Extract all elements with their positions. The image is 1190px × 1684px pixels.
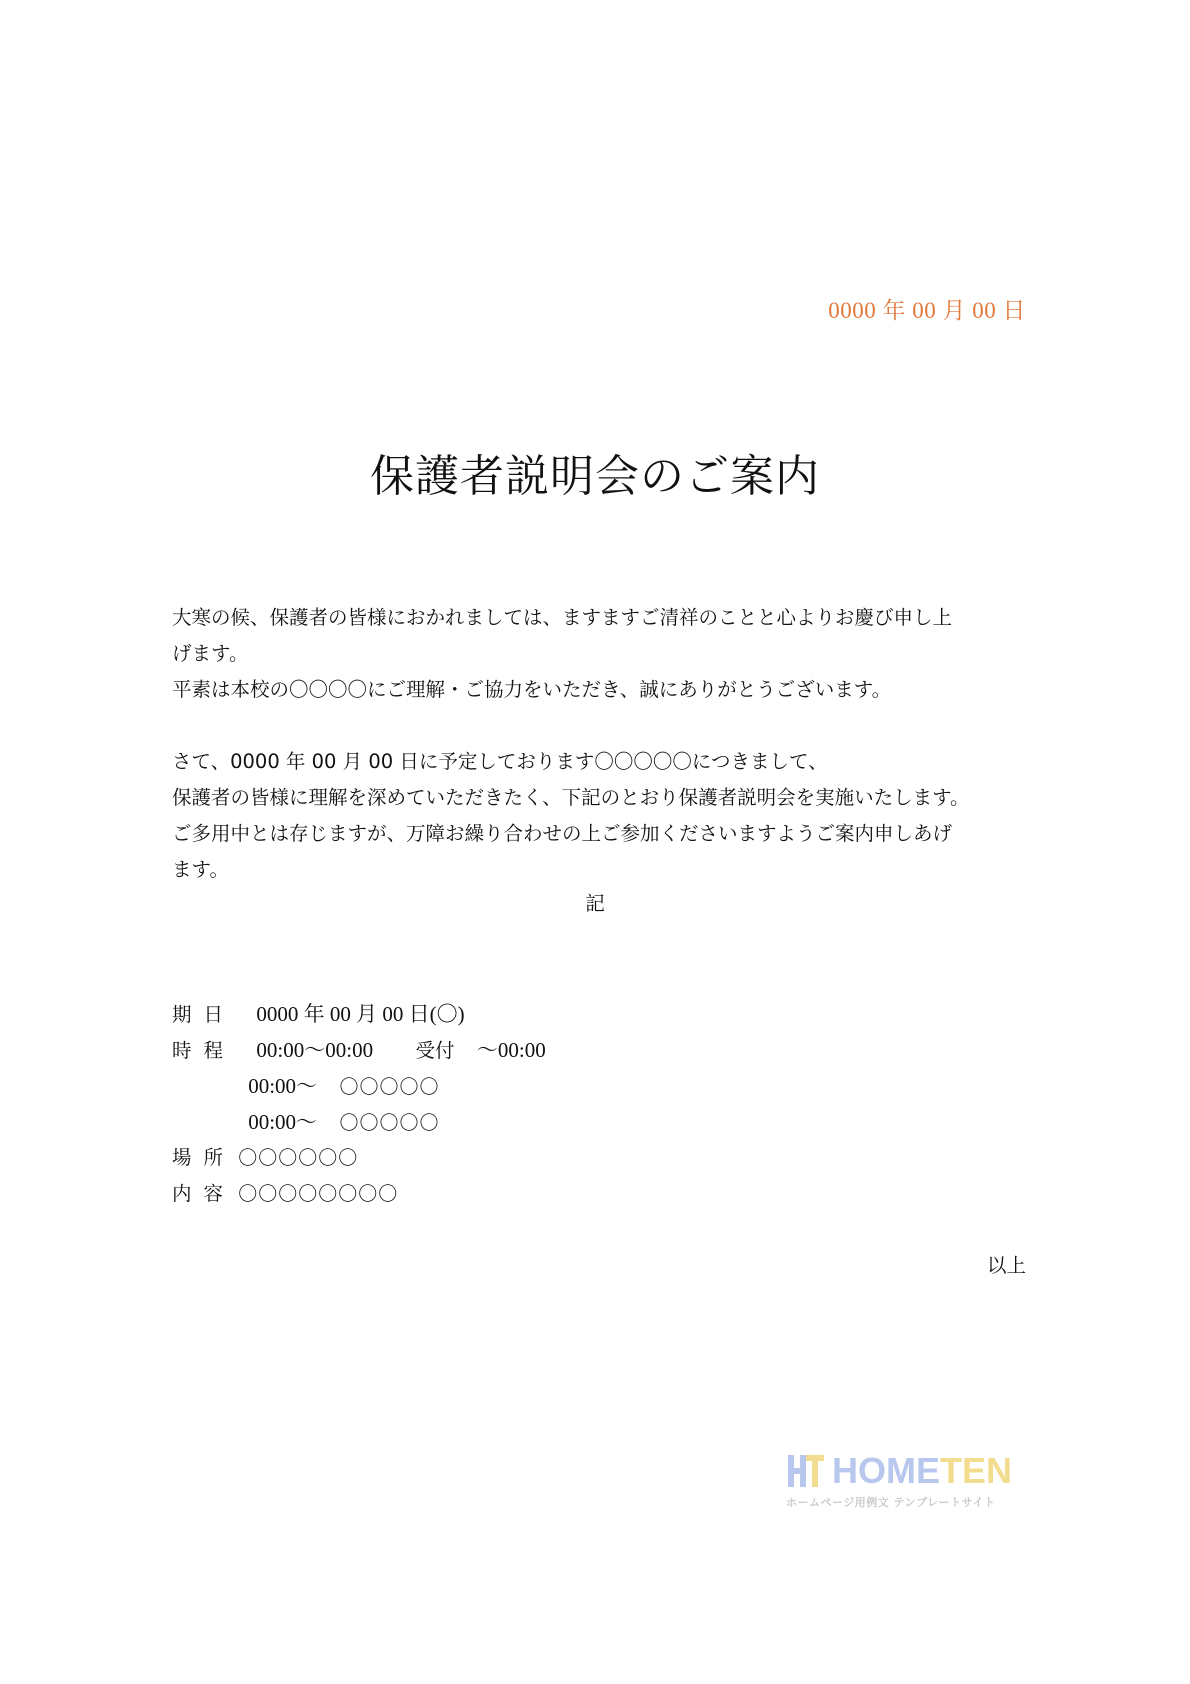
logo-tagline: ホームページ用例文 テンプレートサイト	[786, 1496, 996, 1509]
time-value: 00:00〜00:00	[256, 1038, 374, 1062]
detail-row-date	[172, 996, 546, 1032]
body-line: げます。	[172, 642, 249, 665]
event-details	[172, 996, 546, 1212]
time-label: 時程	[172, 1039, 236, 1062]
place-value: 〇〇〇〇〇〇	[238, 1147, 359, 1169]
letter-body	[172, 600, 1032, 888]
detail-row-content	[172, 1176, 546, 1212]
body-line: ご多用中とは存じますが、万障お繰り合わせの上ご参加くださいますようご案内申しあげ	[172, 822, 953, 845]
ki-marker: 記	[585, 892, 605, 915]
place-label: 場所	[172, 1146, 236, 1169]
logo-ten: TEN	[940, 1450, 1012, 1491]
body-line: 保護者の皆様に理解を深めていただきたく、下記のとおり保護者説明会を実施いたします。	[172, 786, 970, 809]
date-label: 期日	[172, 1003, 236, 1026]
reception-value: 〜00:00	[476, 1038, 546, 1062]
body-line: 平素は本校の〇〇〇〇にご理解・ご協力をいただき、誠にありがとうございます。	[172, 678, 892, 701]
schedule-row	[172, 1068, 546, 1104]
hometen-mark-icon	[786, 1453, 826, 1489]
body-line: 大寒の候、保護者の皆様におかれましては、ますますご清祥のことと心よりお慶び申し上	[172, 606, 953, 629]
body-line: ます。	[172, 858, 229, 881]
document-title: 保護者説明会のご案内	[370, 451, 820, 502]
schedule-time: 00:00〜	[248, 1110, 318, 1134]
schedule-item: 〇〇〇〇〇	[339, 1076, 440, 1098]
date-value: 0000 年 00 月 00 日(〇)	[256, 1002, 465, 1026]
document-date: 0000 年 00 月 00 日	[828, 298, 1026, 323]
body-line: さて、0000 年 00 月 00 日に予定しております〇〇〇〇〇につきまして、	[172, 750, 828, 773]
content-label: 内容	[172, 1182, 236, 1205]
closing-mark: 以上	[986, 1254, 1026, 1277]
schedule-time: 00:00〜	[248, 1074, 318, 1098]
logo-home: HOME	[832, 1450, 940, 1491]
schedule-row	[172, 1104, 546, 1140]
logo-wordmark	[832, 1450, 1012, 1492]
schedule-item: 〇〇〇〇〇	[339, 1112, 440, 1134]
content-value: 〇〇〇〇〇〇〇〇	[238, 1183, 399, 1205]
reception-label: 受付	[415, 1039, 455, 1062]
detail-row-place	[172, 1140, 546, 1176]
detail-row-time	[172, 1032, 546, 1068]
hometen-logo	[786, 1450, 1016, 1510]
blank-line	[172, 708, 1032, 744]
